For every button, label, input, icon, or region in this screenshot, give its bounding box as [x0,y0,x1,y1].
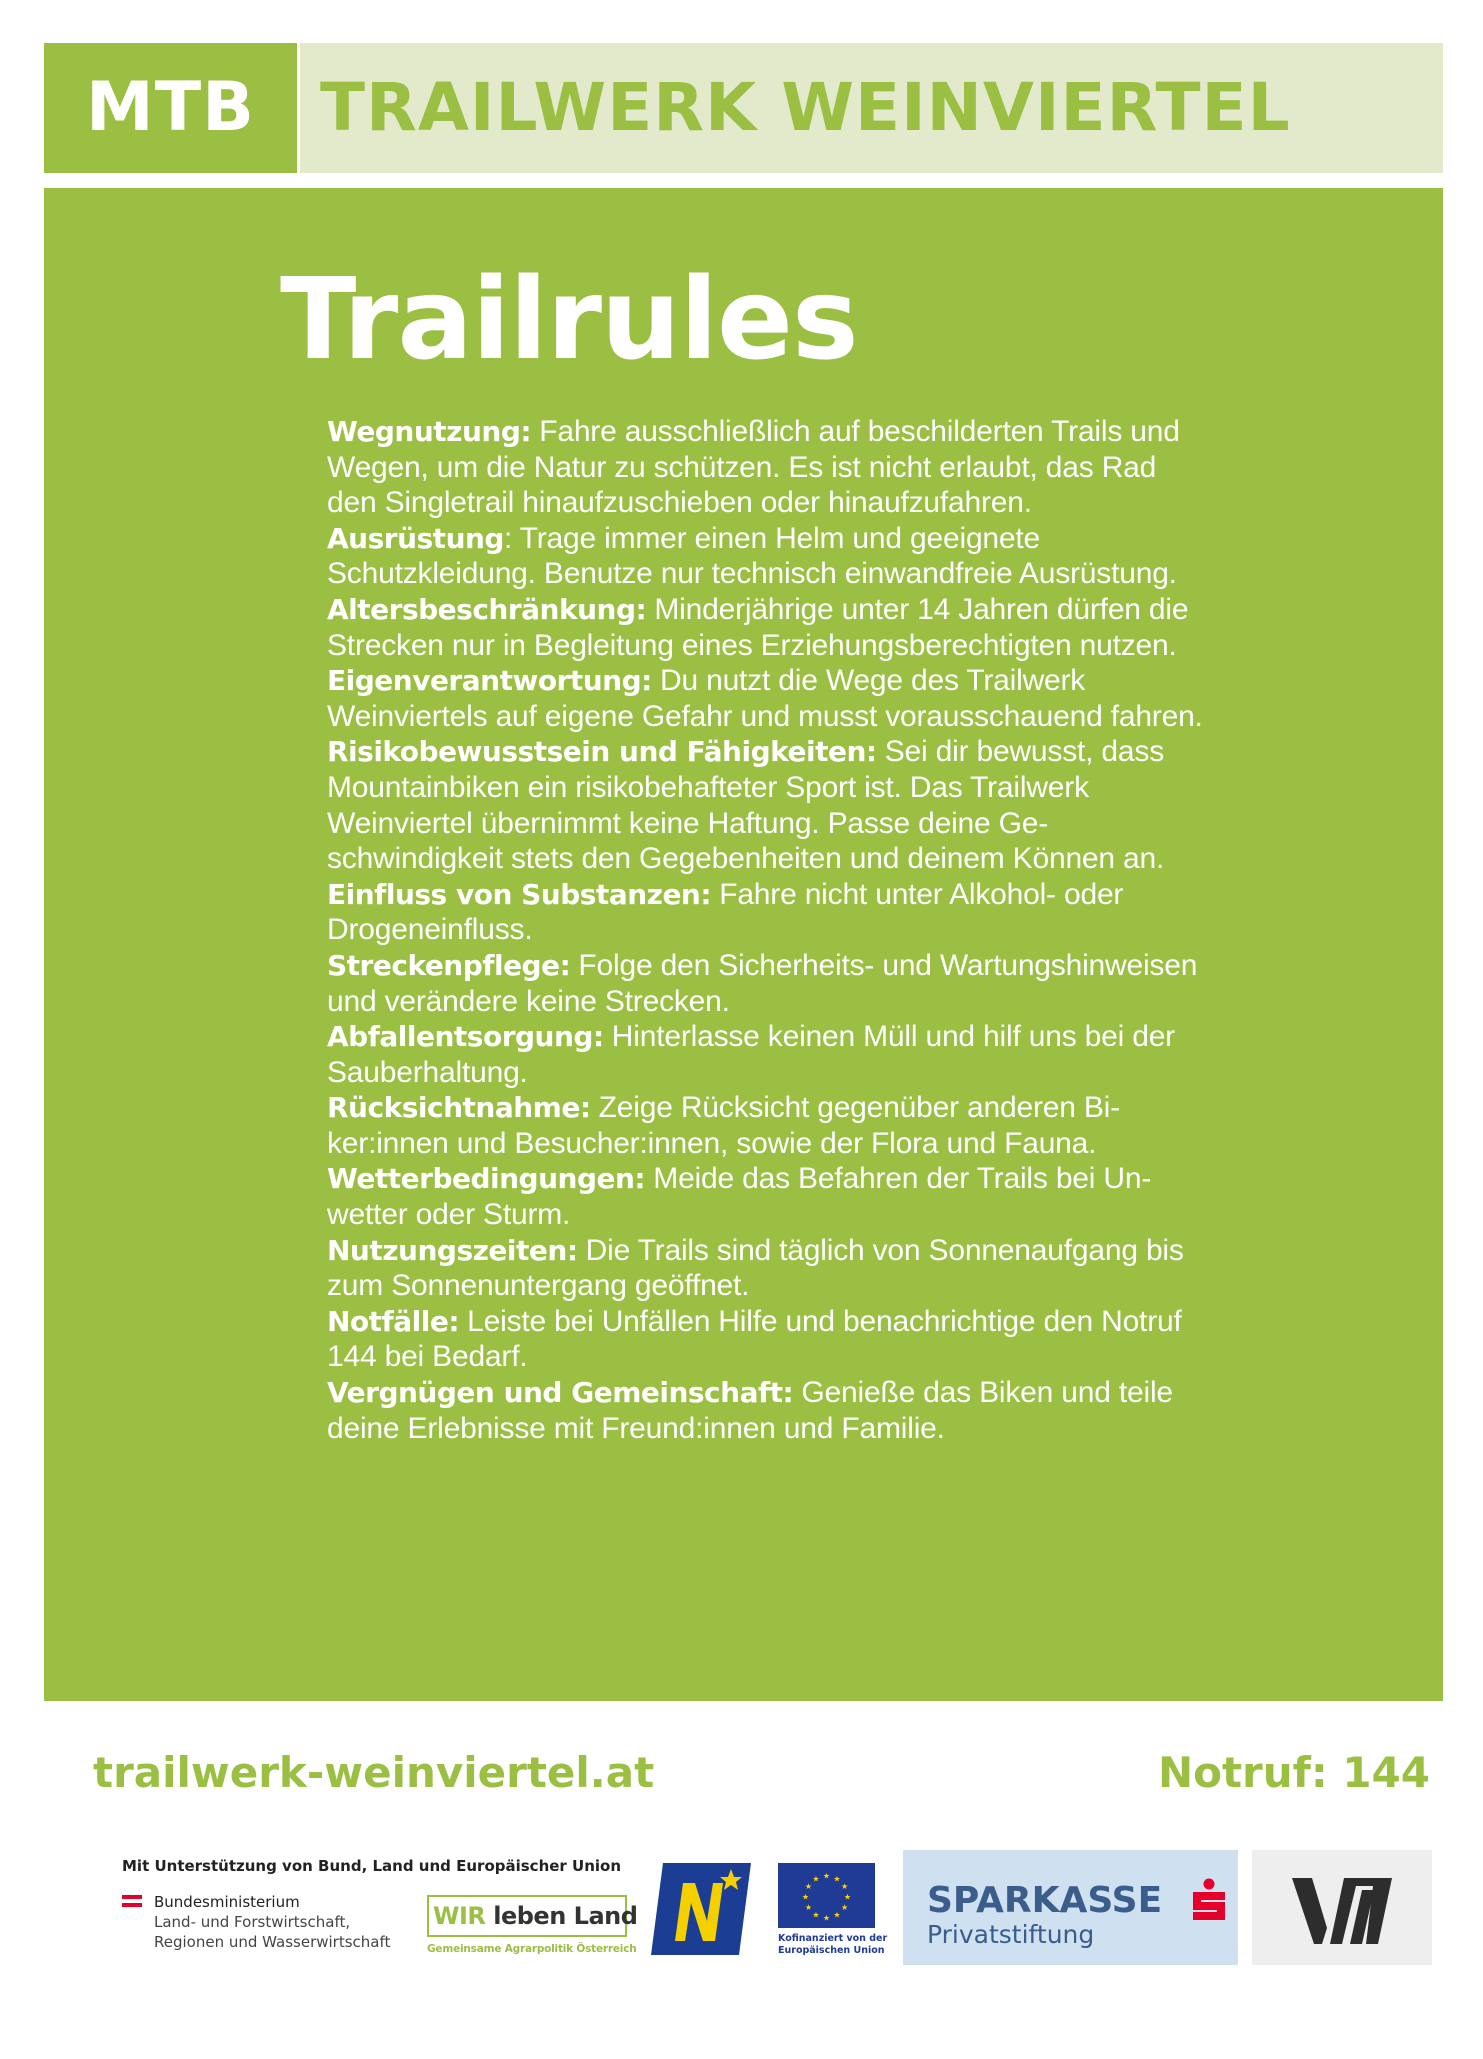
sparkasse-privatstiftung-logo [903,1850,1238,1965]
eu-flag-icon [778,1863,875,1928]
rule-label: Notfälle: [327,1304,460,1338]
wir-leben-land-wordmark [427,1895,638,1937]
austria-flag-icon [122,1895,142,1907]
svg-text:★: ★ [833,1910,841,1920]
rule-item [327,1161,1207,1232]
rule-label: Altersbeschränkung: [327,592,647,626]
rule-item [327,663,1207,734]
svg-text:★: ★ [804,1882,812,1891]
rule-text: Du nutzt die Wege des Trailwerk Weinviertels auf eigene Gefahr und musst vorausschauend fahren. [327,664,1203,733]
wir-leben-land-logo [427,1895,638,1965]
svg-text:★: ★ [843,1892,852,1902]
sparkasse-name: SPARKASSE [927,1880,1163,1921]
rule-label: Wegnutzung: [327,415,532,448]
eu-line-1: Kofinanziert von der [778,1933,888,1944]
rule-text: Die Trails sind täglich von Sonnenaufgang bis zum Sonnenuntergang geöffnet. [327,1233,1184,1303]
rule-item [327,734,1207,876]
svg-text:★: ★ [833,1874,841,1884]
svg-text:★: ★ [822,1913,831,1923]
ministry-line-2: Land- und Forstwirtschaft, [154,1913,351,1931]
rule-text: Folge den Sicherheits- und Wartungshinweisen und verändere keine Strecken. [327,948,1198,1018]
emergency-number: Notruf: 144 [1157,1748,1430,1797]
rules-list [327,414,1207,1446]
rule-text: : Trage immer einen Helm und geeignete Schutzkleidung. Benutze nur technisch einwandfreie Ausrüstung. [327,521,1177,591]
rule-label: Abfallentsorgung: [327,1020,604,1054]
header [44,43,1443,173]
rule-item [327,1375,1207,1446]
ministry-line-3: Regionen und Wasserwirtschaft [154,1933,391,1951]
leben-land-word: leben Land [485,1902,638,1930]
header-title: TRAILWERK WEINVIERTEL [300,43,1443,173]
rule-item [327,1090,1207,1161]
rule-text: Fahre ausschließlich auf beschilderten Trails und Wegen, um die Natur zu schützen. Es ist nicht erlaubt, das Rad den Singletrail hinaufzuschieben oder hinaufzufahren. [327,415,1180,520]
panel-title: Trailrules [280,255,858,385]
rule-label: Eigenverantwortung: [327,664,652,698]
rule-item [327,1019,1207,1090]
rule-text: Meide das Befahren der Trails bei Unwetter oder Sturm. [327,1162,1152,1232]
rule-label: Vergnügen und Gemeinschaft: [327,1376,794,1410]
support-caption: Mit Unterstützung von Bund, Land und Europäischer Union [122,1857,622,1875]
rule-label: Ausrüstung [327,521,504,555]
rule-item [327,592,1207,663]
rule-text: Sei dir bewusst, dass Mountainbiken ein risikobehafteter Sport ist. Das Trailwerk Weinviertel übernimmt keine Haftung. Passe deine Geschwindigkeit stets den Gegebenheiten und deinem Können an. [327,735,1165,876]
eu-cofunding-logo [778,1863,888,1963]
svg-text:★: ★ [812,1874,820,1884]
rule-label: Wetterbedingungen: [327,1162,646,1196]
rule-label: Streckenpflege: [327,948,571,982]
eu-cofunding-text [778,1933,888,1957]
ministry-subtitle [154,1912,390,1952]
svg-text:★: ★ [801,1892,810,1902]
rule-item [327,1233,1207,1304]
wir-word: WIR [433,1902,486,1930]
trailrules-panel [44,188,1443,1701]
rule-item [327,414,1207,521]
niederoesterreich-logo-icon [651,1863,751,1955]
rule-text: Minderjährige unter 14 Jahren dürfen die Strecken nur in Begleitung eines Erziehungsberechtigten nutzen. [327,592,1189,662]
ministry-name: Bundesministerium [154,1893,300,1911]
sparkasse-s-icon [1193,1878,1225,1924]
svg-text:★: ★ [804,1903,812,1912]
rule-text: Genieße das Biken und teile deine Erlebnisse mit Freund:innen und Familie. [327,1376,1173,1445]
rule-text: Zeige Rücksicht gegenüber anderen Biker:innen und Besucher:innen, sowie der Flora und Fauna. [327,1091,1121,1160]
rule-label: Einfluss von Substanzen: [327,877,712,911]
rule-label: Nutzungszeiten: [327,1233,578,1267]
trailwerk-vw-logo-icon [1252,1850,1432,1965]
eu-line-2: Europäischen Union [778,1945,885,1956]
rule-item [327,521,1207,592]
rule-label: Risikobewusstsein und Fähigkeiten: [327,735,877,769]
rule-text: Leiste bei Unfällen Hilfe und benachrichtige den Notruf 144 bei Bedarf. [327,1304,1182,1374]
header-tag: MTB [44,43,297,173]
rule-label: Rücksichtnahme: [327,1091,591,1125]
rule-item [327,877,1207,948]
svg-text:★: ★ [822,1871,831,1881]
sparkasse-subtitle: Privatstiftung [927,1920,1095,1949]
svg-text:★: ★ [812,1910,820,1920]
website-link[interactable]: trailwerk-weinviertel.at [93,1748,655,1797]
rule-item [327,948,1207,1019]
rule-text: Hinterlasse keinen Müll und hilf uns bei der Sauberhaltung. [327,1020,1175,1089]
rule-text: Fahre nicht unter Alkohol- oder Drogeneinfluss. [327,877,1124,947]
svg-text:★: ★ [841,1882,849,1891]
svg-text:★: ★ [841,1903,849,1912]
rule-item [327,1304,1207,1375]
wir-subtitle: Gemeinsame Agrarpolitik Österreich [427,1943,637,1955]
